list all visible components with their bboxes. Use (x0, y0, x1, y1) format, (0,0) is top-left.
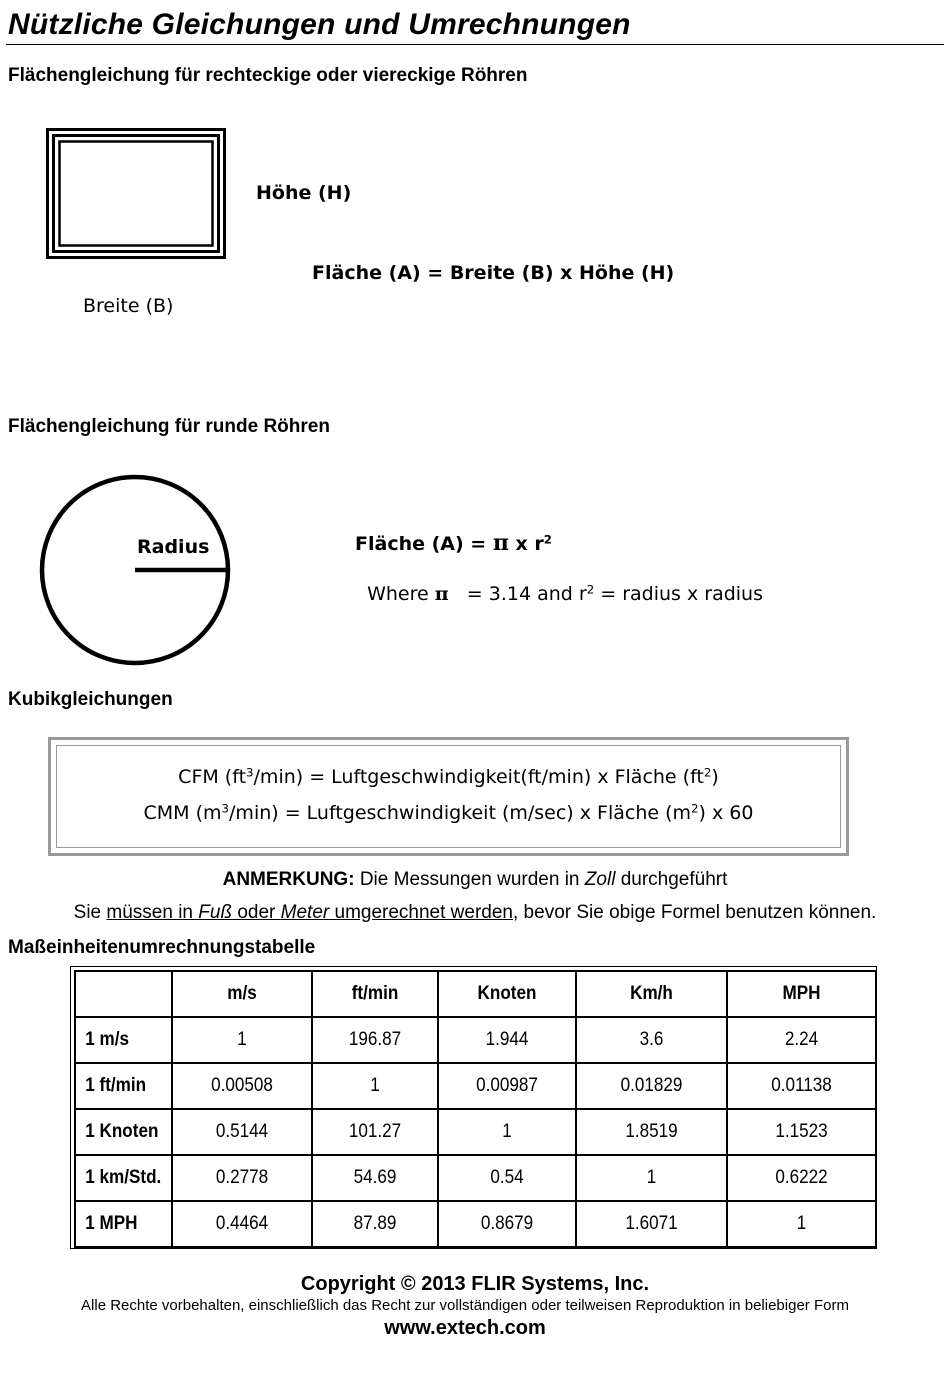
height-label: Höhe (H) (256, 182, 352, 204)
table-cell: 0.8679 (445, 1201, 569, 1247)
rect-area-formula: Fläche (A) = Breite (B) x Höhe (H) (312, 262, 675, 284)
cubic-formula-box (48, 737, 849, 856)
table-cell: 1.8519 (584, 1109, 720, 1155)
width-label: Breite (B) (83, 295, 174, 317)
row-header: 1 Knoten (80, 1109, 167, 1155)
column-header: MPH (734, 971, 868, 1017)
table-cell: 1.1523 (734, 1109, 868, 1155)
note-label: ANMERKUNG: (222, 869, 355, 890)
column-header: m/s (179, 971, 305, 1017)
cfm-formula: CFM $(ft^3/\min)$ = Luftgeschwindigkeit(ft/min) x Fläche $(ft^2)$ (178, 765, 719, 788)
table-cell: 1 (445, 1109, 569, 1155)
row-header: 1 m/s (80, 1017, 167, 1063)
table-cell: 1 (734, 1201, 868, 1247)
page-title: Nützliche Gleichungen und Umrechnungen (8, 8, 631, 41)
table-cell: 1.944 (445, 1017, 569, 1063)
row-header: 1 ft/min (80, 1063, 167, 1109)
table-cell: 1.6071 (584, 1201, 720, 1247)
table-section-heading: Maßeinheitenumrechnungstabelle (8, 937, 316, 958)
table-cell: 0.4464 (179, 1201, 305, 1247)
footer-url: www.extech.com (384, 1317, 546, 1339)
table-cell: 0.54 (445, 1155, 569, 1201)
table-row (75, 1017, 876, 1063)
round-area-formula: Fläche (A) = π x $r^2$ (355, 530, 552, 556)
pi-definition: Where π = 3.14 and $r^2$ = radius x radius (367, 582, 763, 605)
table-cell: 0.00508 (179, 1063, 305, 1109)
rect-section-heading: Flächengleichung für rechteckige oder viereckige Röhren (8, 65, 528, 86)
table-cell: 0.00987 (445, 1063, 569, 1109)
column-header: Knoten (445, 971, 569, 1017)
footer-rights: Alle Rechte vorbehalten, einschließlich das Recht zur vollständigen oder teilweisen Reproduktion in beliebiger Form (81, 1297, 849, 1314)
column-header: ft/min (318, 971, 431, 1017)
table-cell: 0.2778 (179, 1155, 305, 1201)
round-section-heading: Flächengleichung für runde Röhren (8, 416, 330, 437)
pi-symbol: π (492, 530, 509, 556)
cubic-section-heading: Kubikgleichungen (8, 689, 173, 710)
table-row (75, 1201, 876, 1247)
table-cell: 2.24 (734, 1017, 868, 1063)
table-cell: 1 (179, 1017, 305, 1063)
table-cell: 0.5144 (179, 1109, 305, 1155)
table-cell: 3.6 (584, 1017, 720, 1063)
table-cell: 1 (318, 1063, 431, 1109)
note-line-1: ANMERKUNG: Die Messungen wurden in Zoll durchgeführt (222, 869, 728, 890)
column-header (80, 971, 167, 1017)
title-rule (6, 44, 944, 45)
table-cell: 0.01138 (734, 1063, 868, 1109)
row-header: 1 km/Std. (80, 1155, 167, 1201)
table-cell: 196.87 (318, 1017, 431, 1063)
cmm-formula: CMM $(m^3/\min)$ = Luftgeschwindigkeit (m/sec) x Fläche $(m^2)$ x 60 (143, 801, 754, 824)
table-cell: 87.89 (318, 1201, 431, 1247)
table-cell: 101.27 (318, 1109, 431, 1155)
table-row (75, 1155, 876, 1201)
round-duct-icon (38, 473, 232, 667)
table-row (75, 1063, 876, 1109)
conversion-table (70, 966, 877, 1249)
column-header: Km/h (584, 971, 720, 1017)
table-cell: 0.6222 (734, 1155, 868, 1201)
footer-copyright: Copyright © 2013 FLIR Systems, Inc. (300, 1273, 650, 1295)
radius-label: Radius (137, 536, 210, 558)
rectangular-duct-icon (46, 128, 226, 259)
table-row (75, 1109, 876, 1155)
table-header-row (75, 971, 876, 1017)
table-cell: 1 (584, 1155, 720, 1201)
row-header: 1 MPH (80, 1201, 167, 1247)
table-cell: 0.01829 (584, 1063, 720, 1109)
note-line-2: Sie müssen in Fuß oder Meter umgerechnet werden, bevor Sie obige Formel benutzen können. (73, 902, 877, 923)
table-cell: 54.69 (318, 1155, 431, 1201)
